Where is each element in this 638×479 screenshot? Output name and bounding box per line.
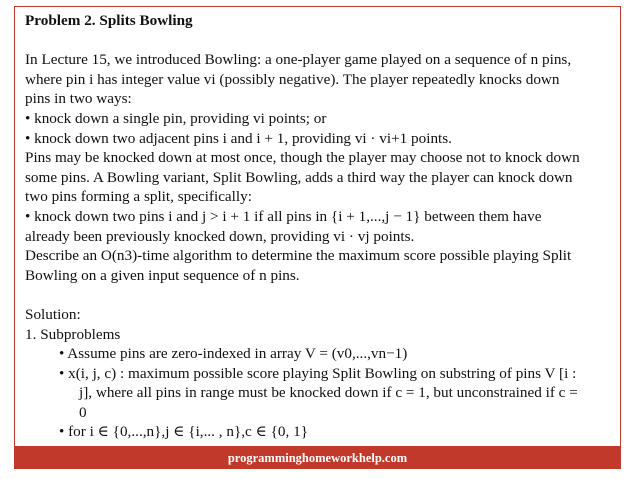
problem-line: some pins. A Bowling variant, Split Bowling, adds a third way the player can knock down	[25, 168, 573, 186]
problem-line: where pin i has integer value vi (possibly negative). The player repeatedly knocks down	[25, 70, 560, 88]
solution-bullet: • Assume pins are zero-indexed in array V = (v0,...,vn−1)	[59, 345, 408, 363]
problem-line: Describe an O(n3)-time algorithm to determine the maximum score possible playing Split	[25, 247, 572, 265]
solution-label: Solution:	[25, 305, 81, 323]
slide-content	[25, 11, 615, 442]
problem-statement	[25, 50, 615, 285]
subproblems-heading: 1. Subproblems	[25, 325, 121, 343]
problem-line: In Lecture 15, we introduced Bowling: a one-player game played on a sequence of n pins,	[25, 51, 572, 69]
problem-title: Problem 2. Splits Bowling	[25, 12, 193, 29]
spacer	[25, 285, 615, 305]
solution-bullet: • for i ∈ {0,...,n},j ∈ {i,... , n},c ∈ {0, 1}	[59, 423, 308, 441]
footer-link[interactable]: programminghomeworkhelp.com	[227, 451, 408, 465]
solution-bullet-continuation: 0	[79, 403, 87, 421]
problem-line: • knock down two adjacent pins i and i + 1, providing vi · vi+1 points.	[25, 129, 452, 147]
problem-line: pins in two ways:	[25, 90, 132, 108]
problem-line: • knock down two pins i and j > i + 1 if all pins in {i + 1,...,j − 1} between them have	[25, 207, 542, 225]
spacer	[25, 31, 615, 51]
problem-line: already been previously knocked down, providing vi · vj points.	[25, 227, 415, 245]
problem-line: Pins may be knocked down at most once, though the player may choose not to knock down	[25, 149, 580, 167]
solution-bullet: • x(i, j, c) : maximum possible score playing Split Bowling on substring of pins V [i :	[59, 364, 577, 382]
solution-bullet-continuation: j], where all pins in range must be knocked down if c = 1, but unconstrained if c =	[79, 384, 578, 402]
problem-line: Bowling on a given input sequence of n pins.	[25, 266, 300, 284]
problem-line: • knock down a single pin, providing vi points; or	[25, 109, 327, 127]
problem-line: two pins forming a split, specifically:	[25, 188, 252, 206]
footer-bar	[14, 447, 621, 469]
